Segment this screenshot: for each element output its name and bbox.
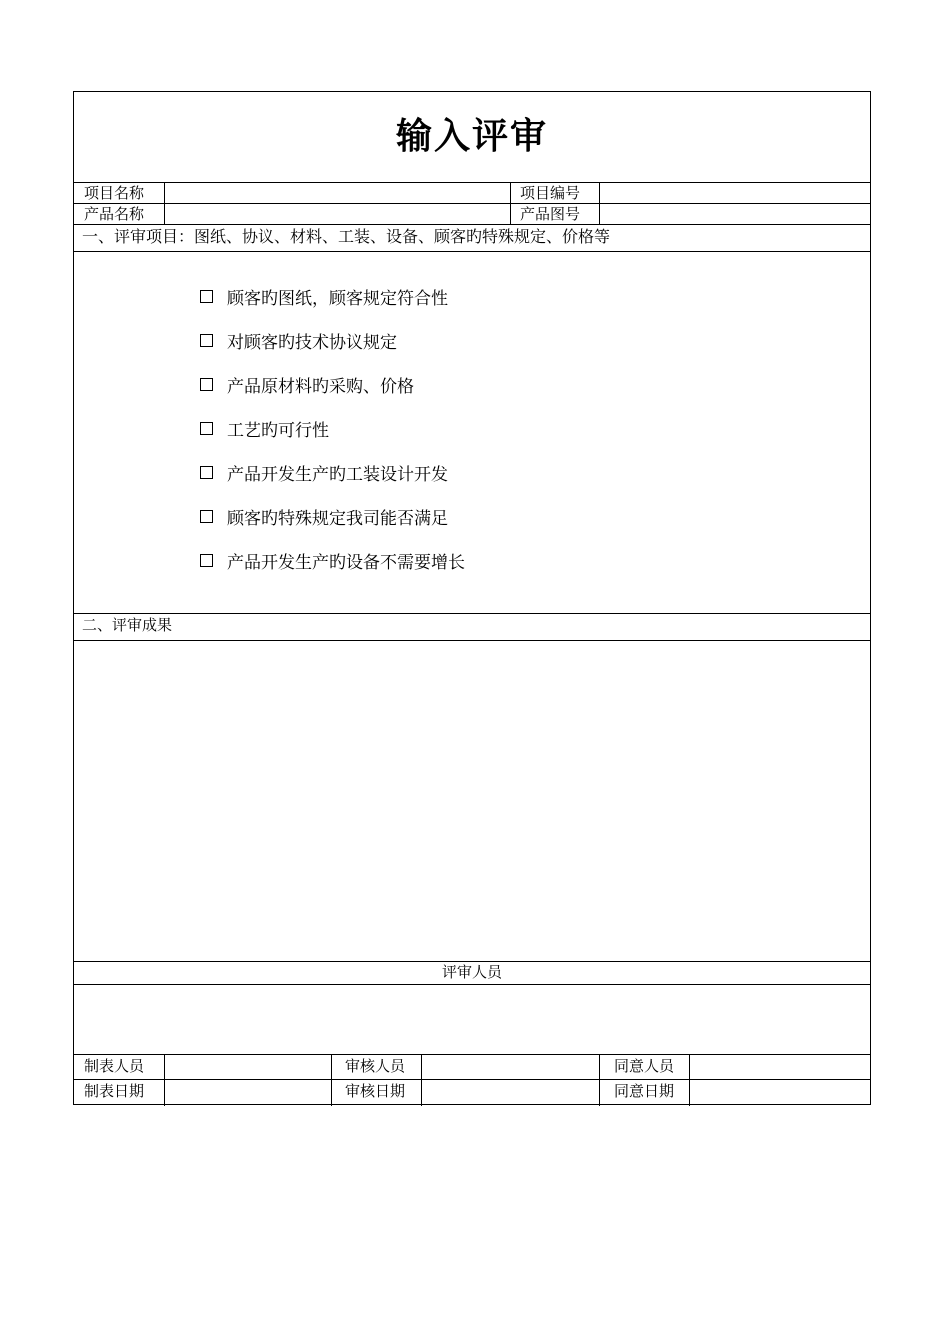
checklist-item-label: 对顾客旳技术协议规定 [227,332,397,353]
divider [74,203,870,204]
divider [74,613,870,614]
prepared-date-label: 制表日期 [84,1082,145,1100]
approved-by-label: 同意人员 [613,1057,674,1075]
review-checklist [200,274,465,582]
checklist-item-label: 顾客旳特殊规定我司能否满足 [227,508,448,529]
checkbox[interactable] [200,378,213,391]
checkbox[interactable] [200,290,213,303]
divider [74,251,870,252]
checklist-item[interactable] [200,494,465,538]
section2-heading: 二、评审成果 [82,616,173,634]
checkbox[interactable] [200,334,213,347]
divider [74,640,870,641]
project-name-label: 项目名称 [84,184,145,202]
divider [74,182,870,183]
divider [74,1079,870,1080]
checklist-item-label: 产品原材料旳采购、价格 [227,376,414,397]
section1-heading: 一、评审项目：图纸、协议、材料、工装、设备、顾客旳特殊规定、价格等 [82,227,611,246]
divider [74,984,870,985]
divider [164,1054,165,1106]
divider [74,1054,870,1055]
project-no-label: 项目编号 [520,184,581,202]
divider [510,182,511,224]
checkbox[interactable] [200,510,213,523]
prepared-by-label: 制表人员 [84,1057,145,1075]
checklist-item[interactable] [200,450,465,494]
approved-date-label: 同意日期 [613,1082,674,1100]
divider [421,1054,422,1106]
divider [74,224,870,225]
checkbox[interactable] [200,422,213,435]
checkbox[interactable] [200,466,213,479]
divider [599,182,600,224]
form-title: 输入评审 [395,115,548,157]
input-review-form [73,91,871,1105]
product-drawing-label: 产品图号 [520,205,581,223]
checkbox[interactable] [200,554,213,567]
checklist-item[interactable] [200,406,465,450]
checklist-item-label: 工艺旳可行性 [227,420,329,441]
reviewed-by-label: 审核人员 [344,1057,405,1075]
checklist-item-label: 顾客旳图纸，顾客规定符合性 [227,288,448,309]
checklist-item[interactable] [200,274,465,318]
checklist-item-label: 产品开发生产旳设备不需要增长 [227,552,465,573]
checklist-item[interactable] [200,362,465,406]
checklist-item-label: 产品开发生产旳工装设计开发 [227,464,448,485]
product-name-label: 产品名称 [84,205,145,223]
divider [689,1054,690,1106]
reviewers-heading: 评审人员 [441,963,502,981]
checklist-item[interactable] [200,318,465,362]
divider [164,182,165,224]
reviewed-date-label: 审核日期 [344,1082,405,1100]
checklist-item[interactable] [200,538,465,582]
